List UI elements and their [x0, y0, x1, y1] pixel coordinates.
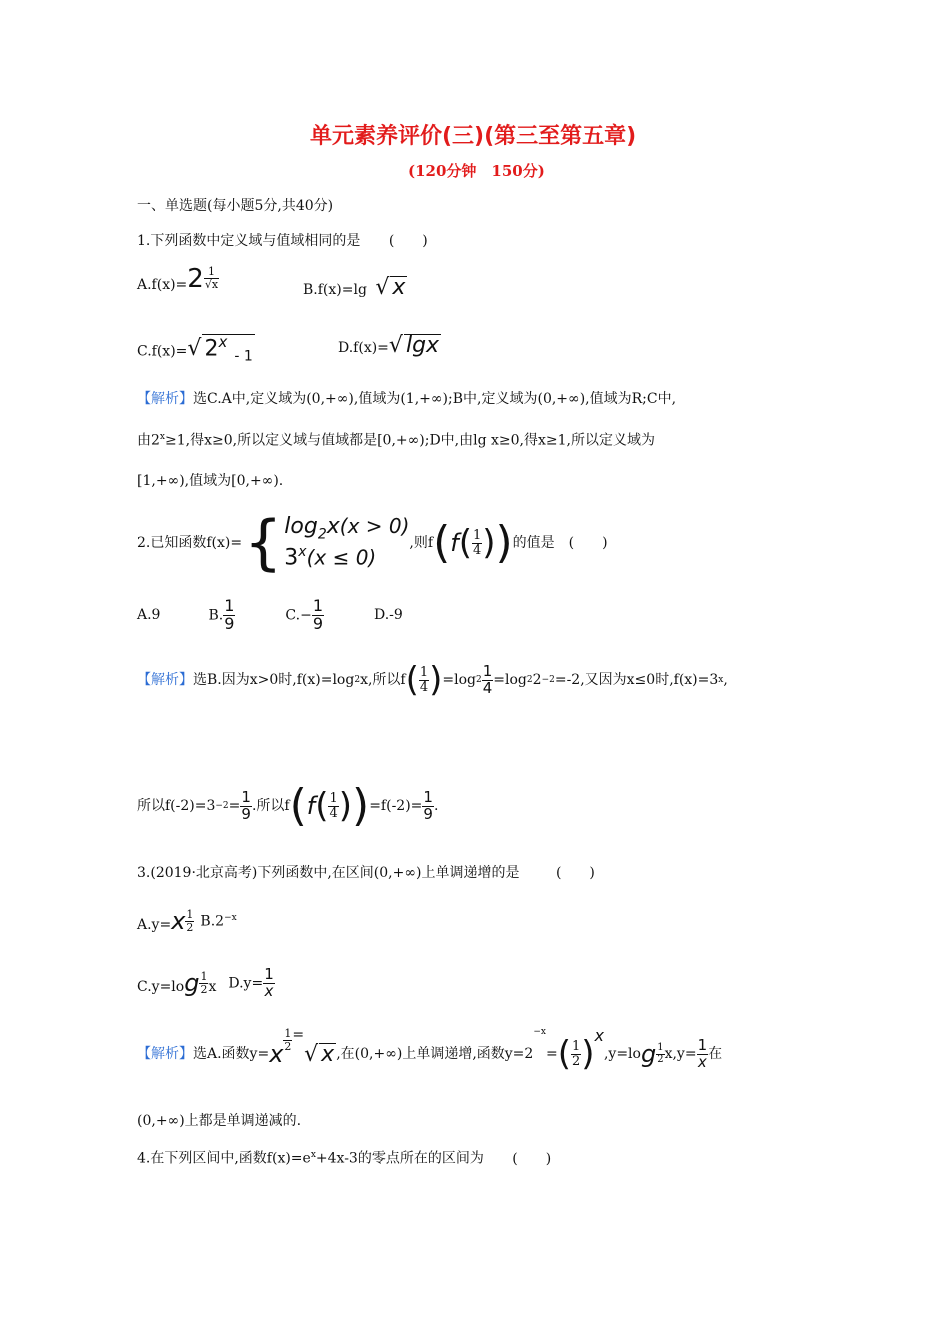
q2-options	[137, 592, 403, 638]
question-2-stem: 2.已知函数f(x)= { $\log_2x(x > 0)$ $3^x(x \le 0)$ ,则f ( f ( $\frac{1}{4}$ ) ) 的值是 ( )	[137, 508, 608, 578]
q2-solution-line-2: 所以f(-2)=3 −2 = $\frac{1}{9}$ .所以f ( f ( $\frac{1}{4}$ ) ) =f(-2)= $\frac{1}{9}$ .	[137, 780, 439, 831]
q1-option-d: D.f(x)=√ lgx	[338, 333, 440, 358]
piecewise-brace: {	[244, 508, 283, 578]
piecewise-cases: $\log_2x(x > 0)$ $3^x(x \le 0)$	[284, 513, 410, 571]
q3-solution-line-2: (0,+∞)上都是单调递减的.	[137, 1113, 302, 1129]
solution-tag: 【解析】	[137, 672, 193, 688]
solution-tag: 【解析】	[137, 391, 193, 407]
answer-blank: ( )	[555, 865, 595, 881]
q1-solution-line-3: [1,+∞),值域为[0,+∞).	[137, 473, 284, 489]
q2-option-c: C.− $\frac{1}{9}$	[285, 595, 323, 633]
answer-blank: ( )	[512, 1150, 552, 1167]
q1-option-c: C.f(x)=√ 2$^x$ $_{- 1}$	[137, 333, 253, 365]
page-title: 单元素养评价(三)(第三至第五章)	[310, 124, 637, 149]
q3-option-b: $B.2^{-x}$	[200, 912, 237, 930]
q3-solution-line-1: 【解析】 选A.函数y= x $\frac{1}{2}$ = √ x ,在(0,+∞)上单调递增,函数y=2 −x = ( $\frac{1}{2}$ ) x ,y=lo g $\frac{1}{2}$ x,y= $\frac{1}{x}$ 在	[137, 1026, 723, 1074]
q3-option-c: C.y=log $\frac{1}{2}$ x	[137, 969, 217, 998]
q3-options-ab	[137, 898, 237, 944]
question-3-stem: 3.(2019·北京高考)下列函数中,在区间(0,+∞)上单调递增的是 ( )	[137, 865, 595, 881]
page-subtitle: (120分钟 150分)	[408, 162, 545, 180]
section-heading: 一、单选题(每小题5分,共40分)	[137, 198, 334, 214]
q2-option-b: B. $\frac{1}{9}$	[208, 595, 235, 633]
q1-option-b: B.f(x)=lg √ x	[303, 275, 406, 300]
question-1-stem: 1.下列函数中定义域与值域相同的是 ( )	[137, 233, 428, 249]
answer-blank: ( )	[568, 535, 608, 551]
solution-tag: 【解析】	[137, 1046, 193, 1062]
q3-options-cd	[137, 960, 275, 1006]
answer-blank: ( )	[388, 233, 428, 249]
q1-option-a: A.f(x)=2 $\frac{1}{√x}$	[137, 264, 219, 294]
question-4-stem: 4.在下列区间中,函数$f(x)=e^x+4x-3$的零点所在的区间为 ( )	[137, 1150, 552, 1167]
q2-solution-line-1: 【解析】 选B.因为x>0时,f(x)=log 2 x,所以f ( $\frac{1}{4}$ ) =log 2 $\frac{1}{4}$ =log 2 2 −2 =-2,又因为x≤0时,f(x)=3 x ,	[137, 660, 728, 700]
q3-option-a: A.y=x $\frac{1}{2}$	[137, 906, 194, 935]
q1-solution-line-1: 【解析】选C.A中,定义域为(0,+∞),值域为(1,+∞);B中,定义域为(0,+∞),值域为R;C中,	[137, 391, 677, 407]
q1-solution-line-2: 由$2^x\ge 1$,得x≥0,所以定义域与值域都是[0,+∞);D中,由lg x≥0,得x≥1,所以定义域为	[137, 432, 655, 449]
q2-option-a: A.9	[137, 607, 161, 623]
q3-option-d: D.y= $\frac{1}{x}$	[228, 964, 274, 1000]
q2-option-d: D.-9	[374, 607, 403, 623]
